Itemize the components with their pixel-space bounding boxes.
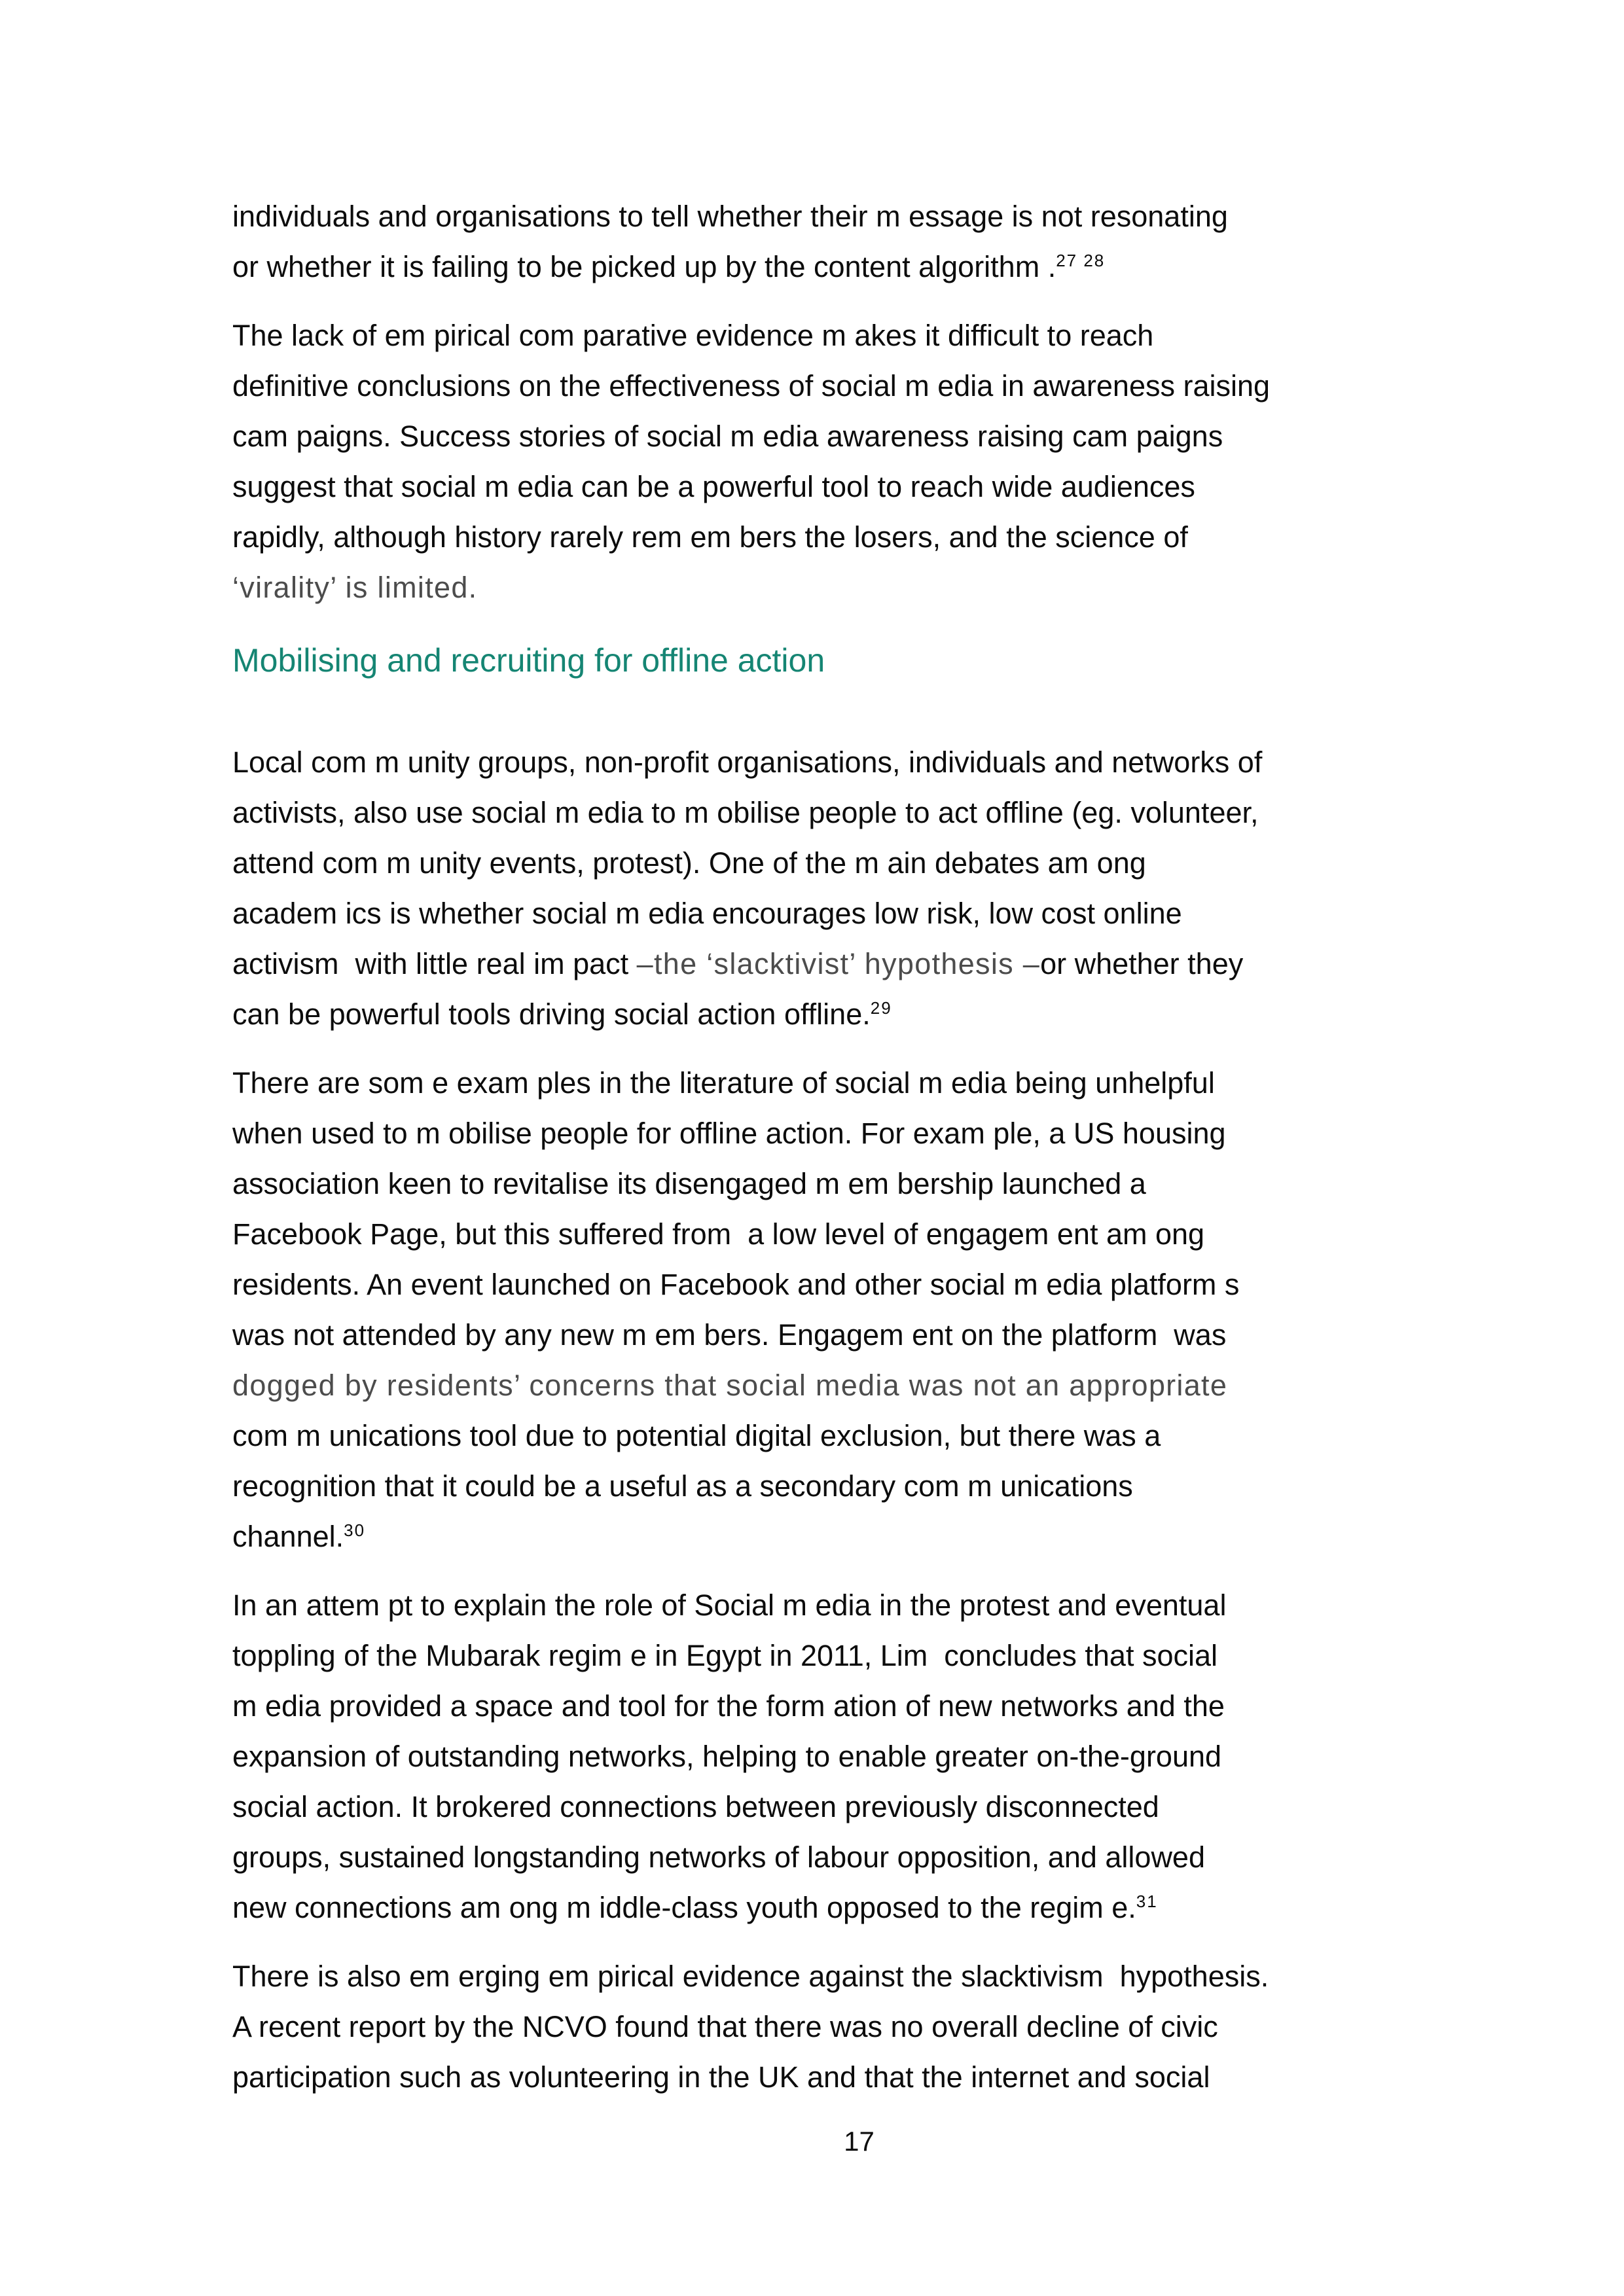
paragraph	[232, 191, 1486, 292]
text-run: toppling of the Mubarak regim e in Egypt in 2011, Lim concludes that social	[232, 1639, 1218, 1672]
paragraph	[232, 737, 1486, 1039]
text-line	[232, 631, 1486, 690]
text-run: A recent report by the NCVO found that there was no overall decline of civic	[232, 2010, 1218, 2043]
text-line	[232, 562, 1486, 613]
text-run: expansion of outstanding networks, helping to enable greater on-the-ground	[232, 1740, 1222, 1773]
text-line	[232, 888, 1486, 939]
text-line	[232, 787, 1486, 838]
section-heading	[232, 631, 1486, 690]
text-run: new connections am ong m iddle-class youth opposed to the regim e.	[232, 1891, 1136, 1924]
text-line	[232, 1461, 1486, 1511]
footnote-reference: 30	[344, 1520, 366, 1540]
text-line	[232, 1580, 1486, 1630]
paragraph	[232, 1951, 1486, 2102]
paragraph	[232, 310, 1486, 613]
text-line	[232, 512, 1486, 562]
text-line	[232, 1108, 1486, 1158]
text-line	[232, 1058, 1486, 1108]
text-run: social action. It brokered connections between previously disconnected	[232, 1790, 1159, 1823]
text-run: attend com m unity events, protest). One of the m ain debates am ong	[232, 846, 1146, 880]
footnote-reference: 29	[870, 998, 892, 1018]
text-run: definitive conclusions on the effectiveness of social m edia in awareness raising	[232, 369, 1271, 403]
text-column	[232, 191, 1486, 2121]
text-run: or whether they	[1040, 947, 1244, 980]
text-line	[232, 310, 1486, 361]
text-run: Local com m unity groups, non-profit organisations, individuals and networks of	[232, 745, 1263, 779]
text-run: can be powerful tools driving social action offline.	[232, 997, 871, 1031]
text-line	[232, 939, 1486, 989]
text-run: com m unications tool due to potential digital exclusion, but there was a	[232, 1419, 1161, 1452]
text-line	[232, 1158, 1486, 1209]
text-run: academ ics is whether social m edia encourages low risk, low cost online	[232, 897, 1182, 930]
text-run: or whether it is failing to be picked up by the content algorithm .	[232, 250, 1056, 283]
paragraph	[232, 1058, 1486, 1562]
text-run: ‘virality’ is limited.	[232, 571, 478, 604]
text-run: individuals and organisations to tell whether their m essage is not resonating	[232, 200, 1228, 233]
text-run: m edia provided a space and tool for the form ation of new networks and the	[232, 1689, 1225, 1723]
text-run: channel.	[232, 1520, 344, 1553]
text-line	[232, 461, 1486, 512]
text-run: The lack of em pirical com parative evidence m akes it difficult to reach	[232, 319, 1154, 352]
text-run: was not attended by any new m em bers. Engagem ent on the platform was	[232, 1318, 1227, 1352]
text-line	[232, 2052, 1486, 2102]
text-line	[232, 1360, 1486, 1410]
text-line	[232, 1731, 1486, 1782]
text-line	[232, 1782, 1486, 1832]
text-run: There are som e exam ples in the literature of social m edia being unhelpful	[232, 1066, 1215, 1100]
text-line	[232, 1511, 1486, 1562]
text-run: groups, sustained longstanding networks of labour opposition, and allowed	[232, 1840, 1205, 1874]
text-run: cam paigns. Success stories of social m edia awareness raising cam paigns	[232, 420, 1223, 453]
text-line	[232, 1209, 1486, 1259]
text-line	[232, 191, 1486, 242]
text-line	[232, 411, 1486, 461]
text-line	[232, 2001, 1486, 2052]
text-run: suggest that social m edia can be a powerful tool to reach wide audiences	[232, 470, 1195, 503]
text-run: when used to m obilise people for offline action. For exam ple, a US housing	[232, 1117, 1226, 1150]
text-line	[232, 1882, 1486, 1933]
text-run: –the ‘slacktivist’ hypothesis –	[636, 947, 1041, 980]
text-run: recognition that it could be a useful as a secondary com m unications	[232, 1469, 1133, 1503]
text-line	[232, 737, 1486, 787]
text-run: dogged by residents’ concerns that social media was not an appropriate	[232, 1369, 1228, 1402]
page-number: 17	[844, 2126, 875, 2157]
text-run: association keen to revitalise its disengaged m em bership launched a	[232, 1167, 1146, 1200]
text-run: activism with little real im pact	[232, 947, 637, 980]
text-run: There is also em erging em pirical evidence against the slacktivism hypothesis.	[232, 1960, 1269, 1993]
text-run: In an attem pt to explain the role of Social m edia in the protest and eventual	[232, 1588, 1227, 1622]
text-run: residents. An event launched on Facebook and other social m edia platform s	[232, 1268, 1240, 1301]
text-run: activists, also use social m edia to m obilise people to act offline (eg. volunteer,	[232, 796, 1259, 829]
text-line	[232, 1410, 1486, 1461]
text-run: Facebook Page, but this suffered from a low level of engagem ent am ong	[232, 1217, 1205, 1251]
text-line	[232, 1951, 1486, 2001]
footnote-reference: 31	[1136, 1892, 1158, 1911]
text-line	[232, 1681, 1486, 1731]
text-line	[232, 838, 1486, 888]
text-run: Mobilising and recruiting for offline action	[232, 642, 825, 679]
text-line	[232, 1310, 1486, 1360]
footnote-reference: 27 28	[1056, 251, 1106, 270]
text-line	[232, 361, 1486, 411]
text-line	[232, 989, 1486, 1039]
text-line	[232, 1630, 1486, 1681]
text-line	[232, 1832, 1486, 1882]
text-run: participation such as volunteering in the UK and that the internet and social	[232, 2060, 1210, 2094]
text-line	[232, 242, 1486, 292]
text-run: rapidly, although history rarely rem em bers the losers, and the science of	[232, 520, 1188, 554]
text-line	[232, 1259, 1486, 1310]
paragraph	[232, 1580, 1486, 1933]
